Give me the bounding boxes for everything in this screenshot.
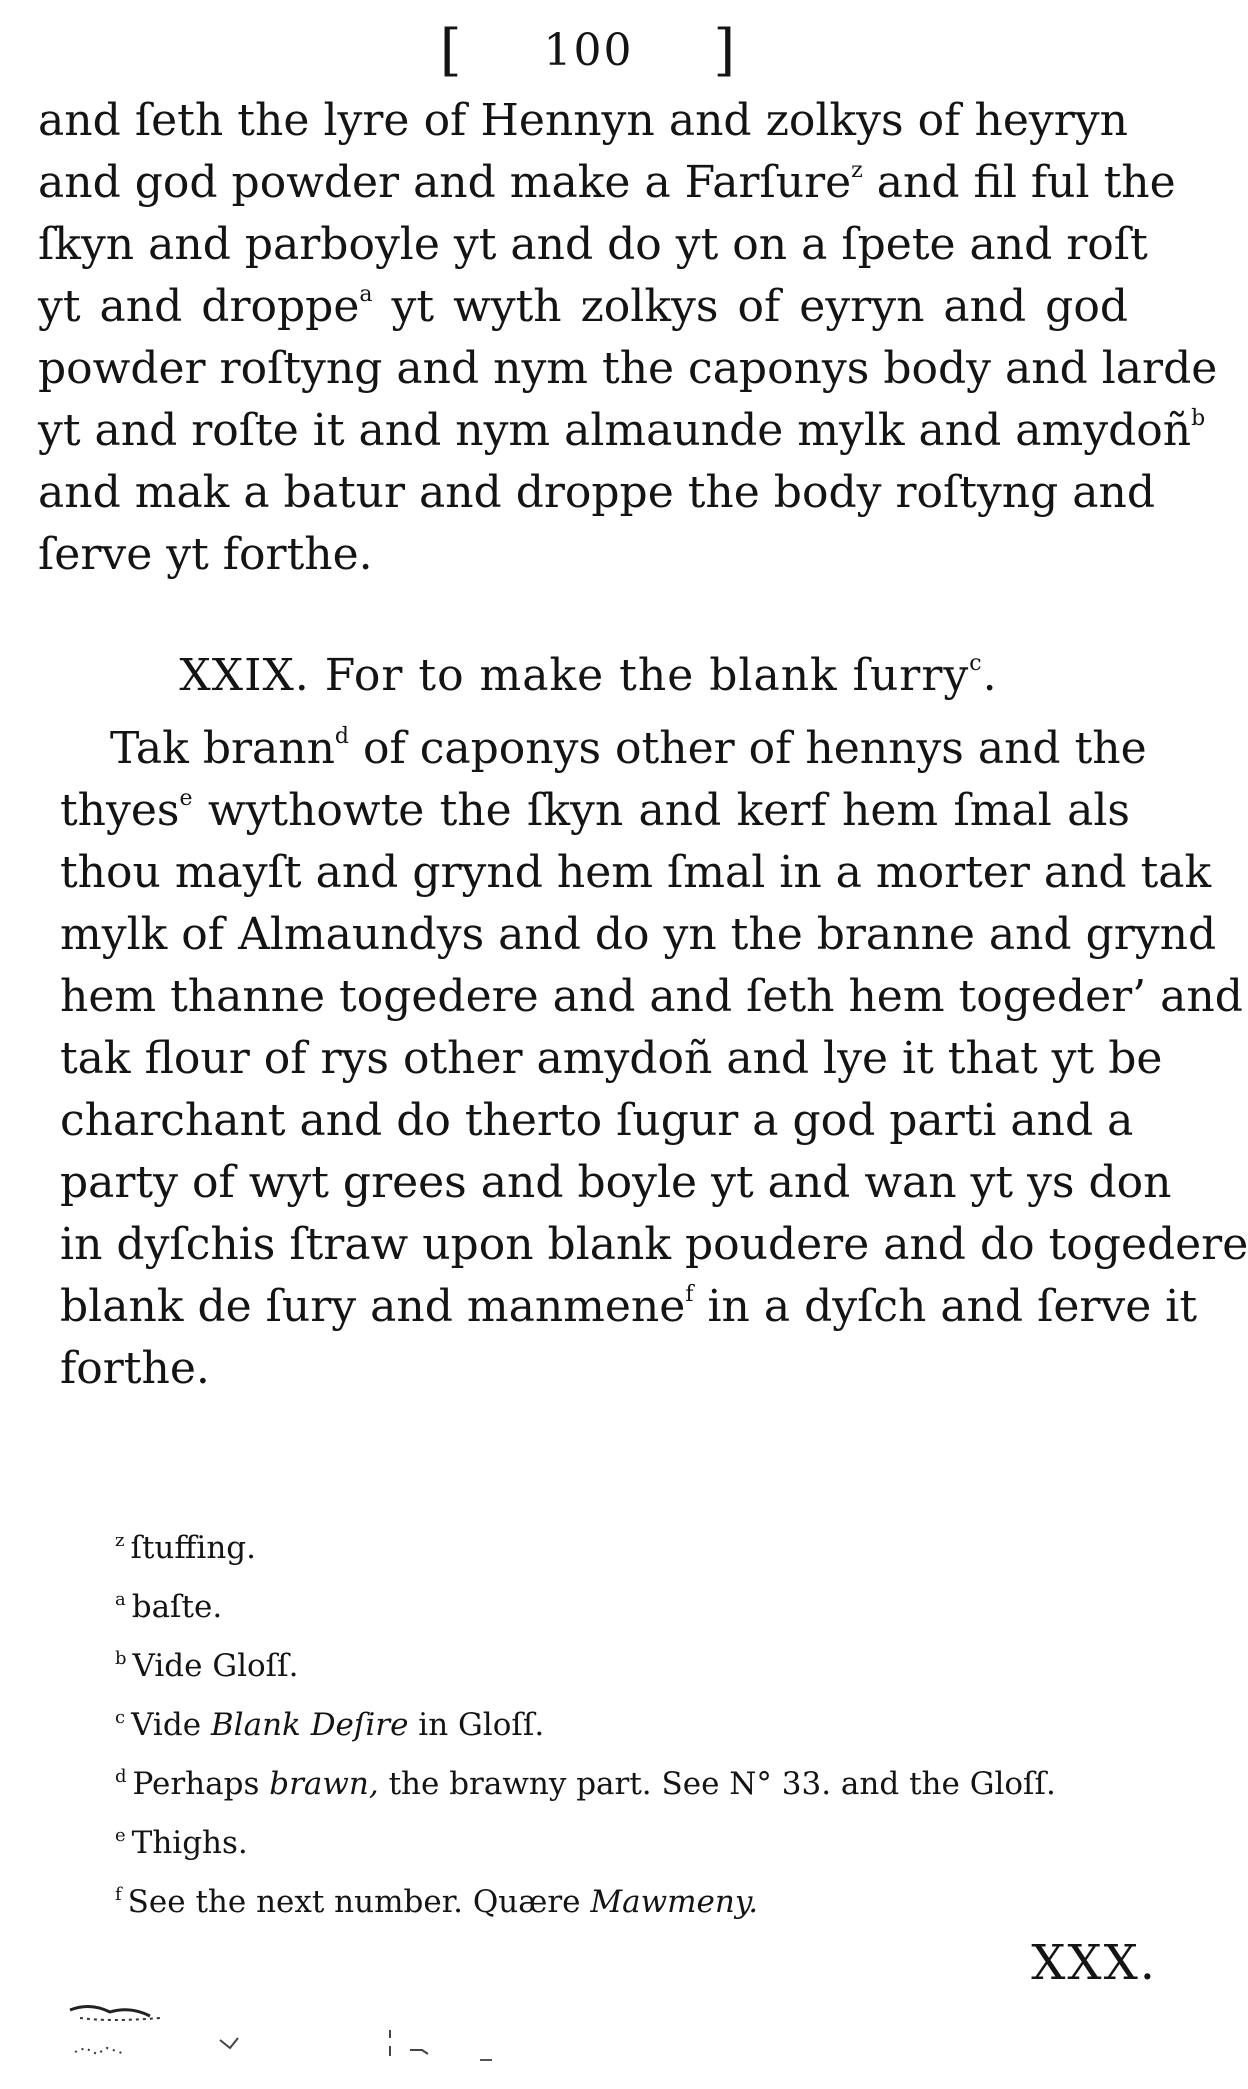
footnote-mark: e [115,1825,126,1846]
footnote-c: $^c$ Vide Blank Deſire in Gloſſ. [115,1707,545,1743]
text-line: tak flour of rys other amydoñ and lye it that yt be [60,1033,1163,1084]
footnote-z: $^z$ ſtuffing. [115,1530,256,1566]
footnote-a: $^a$ baſte. [115,1589,223,1625]
text-line: thyes$^e$ wythowte the ſkyn and kerf hem ſmal als [60,785,1130,836]
ink-smudge-marks [60,1990,580,2080]
footnote-reference: e [179,786,193,811]
text-line: party of wyt grees and boyle yt and wan yt ys don [60,1157,1172,1208]
footnote-mark: d [115,1766,127,1787]
text-line: thou mayſt and grynd hem ſmal in a morter and tak [60,847,1212,898]
text-line: in dyſchis ſtraw upon blank poudere and do togedere [60,1219,1248,1270]
text-line: forthe. [60,1343,210,1394]
footnote-mark: b [115,1648,127,1669]
page-number-value: 100 [543,25,634,76]
text-line: ſkyn and parboyle yt and do yt on a ſpete and roſt [38,219,1148,270]
text-line: yt and droppe$^a$ yt wyth zolkys of eyryn and god [38,281,1128,332]
footnote-reference: f [685,1282,694,1307]
recipe-paragraph [60,718,1248,1400]
footnote-f: $^f$ See the next number. Quære Mawmeny. [115,1884,759,1920]
footnote-e: $^e$ Thighs. [115,1825,248,1861]
footnote-mark: c [115,1707,126,1728]
footnote-mark: f [115,1884,122,1905]
footnotes [115,1515,1115,1928]
text-line: hem thanne togedere and and ſeth hem togeder’ and [60,971,1243,1022]
text-line: powder roſtyng and nym the caponys body and larde [38,343,1218,394]
footnote-mark: z [115,1530,125,1551]
footnote-reference: a [359,282,373,307]
text-line: charchant and do therto ſugur a god parti and a [60,1095,1134,1146]
recipe-heading: XXIX. For to make the blank ſurry$^c$. [179,650,998,701]
text-line: yt and roſte it and nym almaunde mylk and amydoñ$^b$ [38,405,1206,456]
footnote-mark: a [115,1589,126,1610]
text-line: mylk of Almaundys and do yn the branne and grynd [60,909,1217,960]
recipe-continuation-paragraph [38,90,1218,586]
text-line: and god powder and make a Farſure$^z$ and fil ful the [38,157,1176,208]
footnote-reference: b [1191,406,1206,431]
footnote-d: $^d$ Perhaps brawn, the brawny part. See N° 33. and the Gloſſ. [115,1766,1056,1802]
text-line: and mak a batur and droppe the body roſtyng and [38,467,1156,518]
catchword: XXX. [1031,1935,1157,1991]
footnote-reference: z [851,158,863,183]
page-number: [ 100 ] [439,18,738,83]
footnote-b: $^b$ Vide Gloſſ. [115,1648,299,1684]
text-line: blank de ſury and manmene$^f$ in a dyſch and ſerve it [60,1281,1198,1332]
text-line: Tak brann$^d$ of caponys other of hennys and the [110,723,1147,774]
text-line: ſerve yt forthe. [38,529,373,580]
text-line: and ſeth the lyre of Hennyn and zolkys of heyryn [38,95,1128,146]
footnote-reference: d [334,724,350,749]
